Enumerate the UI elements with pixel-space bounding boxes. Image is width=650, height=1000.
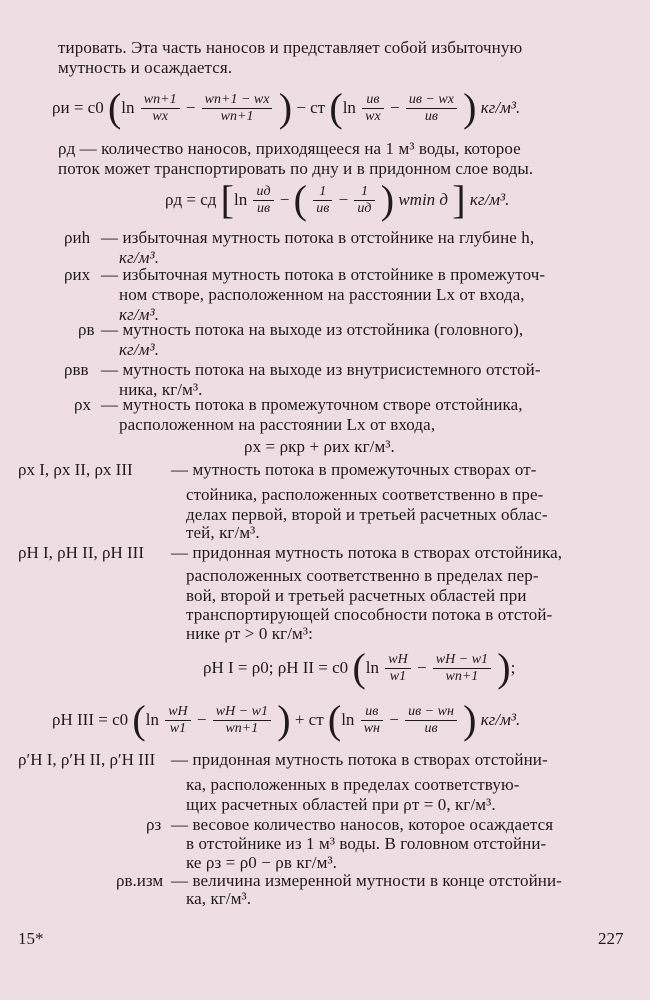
def-line: расположенном на расстоянии Lx от входа, — [119, 415, 436, 434]
signature-mark: 15* — [18, 929, 44, 948]
symbol-rho-x123: ρx I, ρx II, ρx III — [18, 460, 133, 479]
symbol-rho-izm: ρв.изм — [116, 871, 164, 890]
def-line: расположенных соответственно в пределах пер- — [186, 566, 539, 585]
def-line: — избыточная мутность потока в отстойнике в промежуточ- — [101, 265, 546, 284]
def-line: ника, кг/м³. — [119, 380, 203, 399]
def-line: — мутность потока на выходе из внутрисистемного отстой- — [101, 360, 541, 379]
def-line: в отстойнике из 1 м³ воды. В головном отстойни- — [186, 834, 547, 853]
intro-line-1: тировать. Эта часть наносов и представляет собой избыточную — [58, 38, 523, 57]
def-line: — избыточная мутность потока в отстойнике на глубине h, — [101, 228, 535, 247]
def-line: вой, второй и третьей расчетных областей при — [186, 586, 527, 605]
equation-rho-x: ρx = ρкр + ρиx кг/м³. — [244, 437, 395, 456]
def-line: щих расчетных областей при ρт = 0, кг/м³. — [186, 795, 496, 814]
def-line: — величина измеренной мутности в конце отстойни- — [171, 871, 562, 890]
def-line: нике ρт > 0 кг/м³: — [186, 624, 313, 643]
eq-unit: кг/м³. — [480, 710, 521, 729]
eq-unit: кг/м³. — [469, 190, 510, 209]
fraction: 1 uд — [354, 184, 374, 217]
equation-rho-i: ρи = c0 (ln $\frac{wn+1}{wx}$ − $\frac{wn+1 - wx}{wn+1}$ ) − cт (ln uв wx − uв − wx uв ) кг/м³. — [52, 85, 521, 130]
fraction: uв wx — [362, 92, 384, 125]
fraction: uв − wн uв — [405, 704, 457, 737]
def-line: кг/м³. — [119, 305, 160, 324]
def-line: тей, кг/м³. — [186, 523, 260, 542]
def-line: кг/м³. — [119, 248, 160, 267]
eq-lhs: ρH III = c0 — [52, 710, 129, 729]
eq-mid: + cт — [294, 710, 324, 729]
def-line: — придонная мутность потока в створах отстойника, — [171, 543, 563, 562]
def-rho-d-line-1: ρд — количество наносов, приходящееся на 1 м³ воды, которое — [58, 139, 521, 158]
equation-rho-d: ρд = cд [ln uд uв − ( 1 uв − 1 uд ) wmin д ] кг/м³. — [165, 177, 510, 222]
fraction: uв wн — [361, 704, 383, 737]
fraction: $\frac{wn+1 - wx}{wn+1}$ — [202, 92, 273, 125]
def-line: — мутность потока в промежуточных створах от- — [171, 460, 537, 479]
def-line: — весовое количество наносов, которое осаждается — [171, 815, 554, 834]
def-line: ке ρз = ρ0 − ρв кг/м³. — [186, 853, 338, 872]
ln-label: ln — [121, 98, 135, 117]
fraction: $\frac{wH - w1}{wn+1}$ — [433, 652, 491, 685]
equation-rho-H3: ρH III = c0 (ln $\frac{wH}{w1}$ − $\frac{wH - w1}{wn+1}$ ) + cт (ln uв wн − uв − wн uв ) кг/м³. — [52, 697, 521, 742]
intro-line-2: мутность и осаждается. — [58, 58, 233, 77]
eq-unit: кг/м³. — [480, 98, 521, 117]
eq-lhs: ρд = cд — [165, 190, 217, 209]
def-line: ка, расположенных в пределах соответствую- — [186, 775, 520, 794]
def-line: — мутность потока в промежуточном створе отстойника, — [101, 395, 523, 414]
fraction: 1 uв — [313, 184, 332, 217]
symbol-rho-ih: ρиh — [64, 228, 91, 247]
fraction: $\frac{wn+1}{wx}$ — [141, 92, 180, 125]
symbol-rho-H-prime: ρ′H I, ρ′H II, ρ′H III — [18, 750, 156, 769]
fraction: $\frac{wH}{w1}$ — [385, 652, 410, 685]
def-rho-d-line-2: поток может транспортировать по дну и в придонном слое воды. — [58, 159, 534, 178]
page-number: 227 — [598, 929, 624, 948]
fraction: uд uв — [253, 184, 273, 217]
def-line: транспортирующей способности потока в отстой- — [186, 605, 553, 624]
fraction: $\frac{wH}{w1}$ — [165, 704, 190, 737]
symbol-rho-ix: ρиx — [64, 265, 91, 284]
def-line: стойника, расположенных соответственно в пре- — [186, 485, 544, 504]
fraction: uв − wx uв — [406, 92, 457, 125]
def-line: ка, кг/м³. — [186, 889, 252, 908]
eq-mid: − cт — [296, 98, 326, 117]
def-line: делах первой, второй и третьей расчетных облас- — [186, 505, 548, 524]
def-line: — придонная мутность потока в створах отстойни- — [171, 750, 548, 769]
equation-rho-H12: ρH I = ρ0; ρH II = c0 (ln $\frac{wH}{w1}$ − $\frac{wH - w1}{wn+1}$ ); — [203, 645, 516, 690]
def-line: — мутность потока на выходе из отстойника (головного), — [101, 320, 524, 339]
eq-lhs: ρи = c0 — [52, 98, 104, 117]
symbol-rho-v: ρв — [78, 320, 95, 339]
eq-tail: wmin д — [398, 190, 449, 209]
symbol-rho-z: ρз — [146, 815, 162, 834]
symbol-rho-x: ρx — [74, 395, 91, 414]
def-line: кг/м³. — [119, 340, 160, 359]
symbol-rho-vv: ρвв — [64, 360, 89, 379]
symbol-rho-H123: ρH I, ρH II, ρH III — [18, 543, 144, 562]
def-line: ном створе, расположенном на расстоянии Lx от входа, — [119, 285, 525, 304]
fraction: $\frac{wH - w1}{wn+1}$ — [213, 704, 271, 737]
eq-lhs: ρH I = ρ0; ρH II = c0 — [203, 658, 349, 677]
